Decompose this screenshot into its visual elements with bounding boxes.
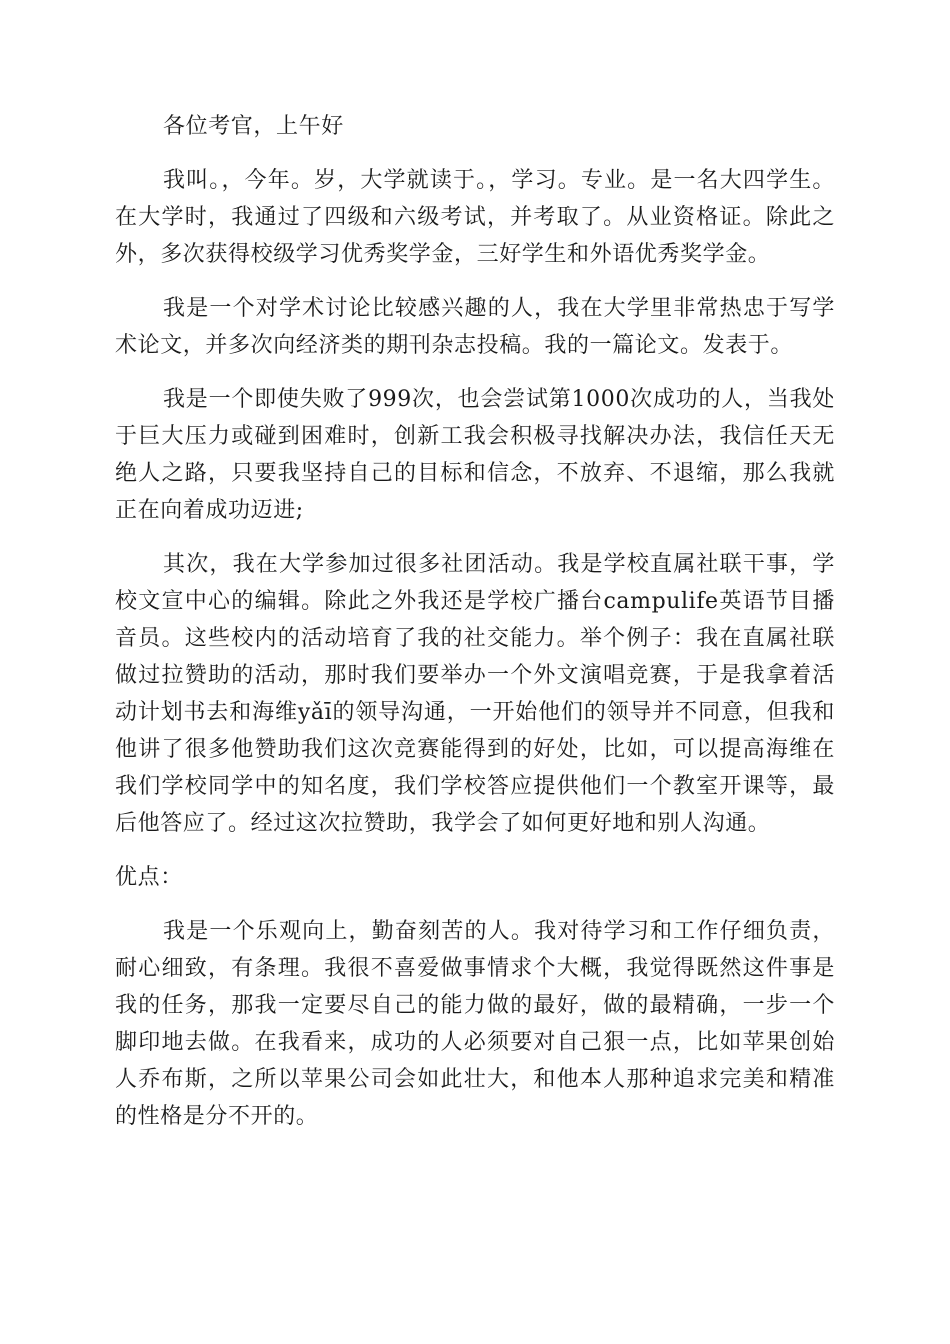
- academic-interest-paragraph: 我是一个对学术讨论比较感兴趣的人，我在大学里非常热忠于写学术论文，并多次向经济类的期刊杂志投稿。我的一篇论文。发表于。: [115, 296, 835, 358]
- greeting-line: 各位考官，上午好: [163, 114, 344, 139]
- document-body: [115, 108, 835, 1152]
- strengths-label: 优点：: [115, 865, 183, 890]
- strengths-paragraph: 我是一个乐观向上，勤奋刻苦的人。我对待学习和工作仔细负责，耐心细致，有条理。我很不喜爱做事情求个大概，我觉得既然这件事是我的任务，那我一定要尽自己的能力做的最好，做的最精确，一步一个脚印地去做。在我看来，成功的人必须要对自己狠一点，比如苹果创始人乔布斯，之所以苹果公司会如此壮大，和他本人那种追求完美和精准的性格是分不开的。: [115, 919, 835, 1129]
- self-intro-paragraph: 我叫。，今年。岁，大学就读于。，学习。专业。是一名大四学生。在大学时，我通过了四级和六级考试，并考取了。从业资格证。除此之外，多次获得校级学习优秀奖学金，三好学生和外语优秀奖学金。: [115, 168, 835, 267]
- perseverance-paragraph: 我是一个即使失败了999次，也会尝试第1000次成功的人，当我处于巨大压力或碰到困难时，创新工我会积极寻找解决办法，我信任天无绝人之路，只要我坚持自己的目标和信念，不放弃、不退缩，那么我就正在向着成功迈进;: [115, 387, 835, 523]
- activities-paragraph: 其次，我在大学参加过很多社团活动。我是学校直属社联干事，学校文宣中心的编辑。除此之外我还是学校广播台campulife英语节目播音员。这些校内的活动培育了我的社交能力。举个例子：我在直属社联做过拉赞助的活动，那时我们要举办一个外文演唱竞赛，于是我拿着活动计划书去和海维yǎī的领导沟通，一开始他们的领导并不同意，但我和他讲了很多他赞助我们这次竞赛能得到的好处，比如，可以提高海维在我们学校同学中的知名度，我们学校答应提供他们一个教室开课等，最后他答应了。经过这次拉赞助，我学会了如何更好地和别人沟通。: [115, 552, 835, 836]
